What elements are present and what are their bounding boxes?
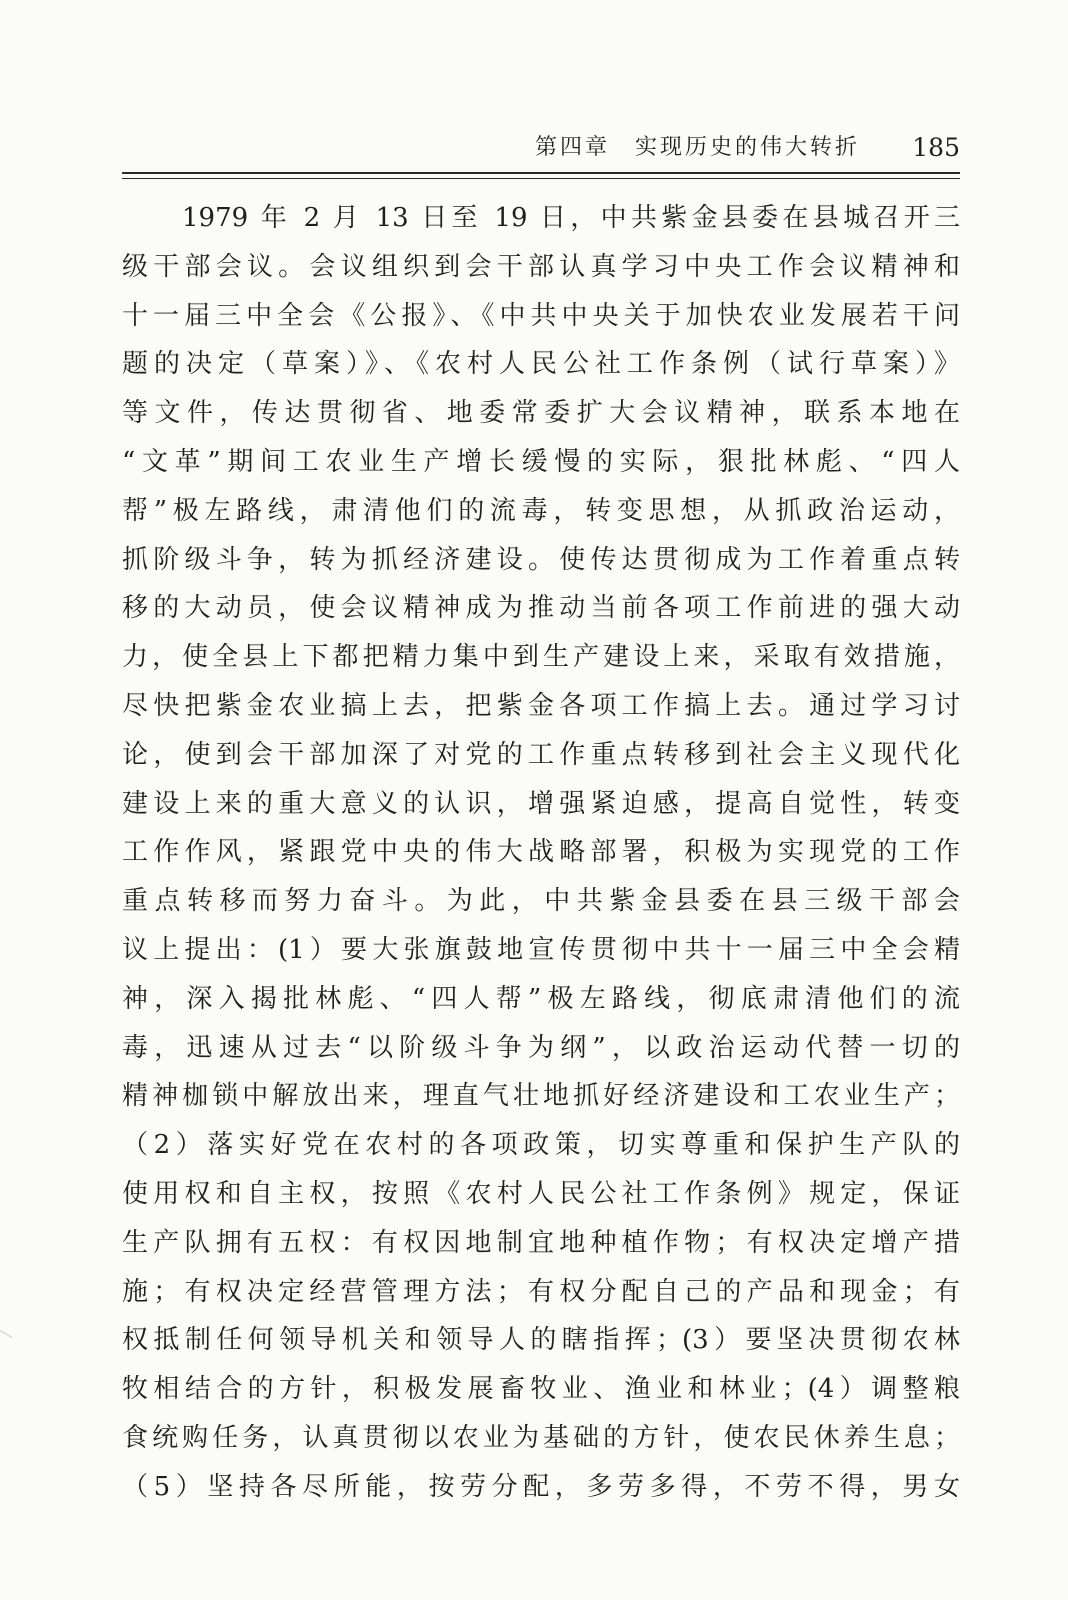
- text-line: 生产队拥有五权：有权因地制宜地种植作物；有权决定增产措: [122, 1227, 960, 1258]
- text-line: 移的大动员，使会议精神成为推动当前各项工作前进的强大动: [122, 593, 960, 624]
- text-line: （2）落实好党在农村的各项政策，切实尊重和保护生产队的: [122, 1130, 960, 1161]
- page-number: 185: [912, 133, 960, 162]
- text-line: 使用权和自主权，按照《农村人民公社工作条例》规定，保证: [122, 1178, 960, 1209]
- text-line: 工作作风，紧跟党中央的伟大战略部署，积极为实现党的工作: [122, 837, 960, 868]
- text-line: 力，使全县上下都把精力集中到生产建设上来，采取有效措施，: [122, 642, 960, 673]
- page-edge-mark: [0, 1330, 12, 1364]
- running-head: [122, 130, 960, 166]
- text-line: 精神枷锁中解放出来，理直气壮地抓好经济建设和工农业生产；: [122, 1081, 960, 1112]
- text-line: 十一届三中全会《公报》、《中共中央关于加快农业发展若干问: [122, 300, 960, 331]
- body-paragraph: [122, 194, 960, 1512]
- text-line: 建设上来的重大意义的认识，增强紧迫感，提高自觉性，转变: [122, 788, 960, 819]
- text-line: 食统购任务，认真贯彻以农业为基础的方针，使农民休养生息；: [122, 1422, 960, 1453]
- header-rule-thick: [122, 172, 960, 174]
- text-line: 1979 年 2 月 13 日至 19 日，中共紫金县委在县城召开三: [182, 203, 960, 233]
- text-line: “文革”期间工农业生产增长缓慢的实际，狠批林彪、“四人: [122, 446, 960, 477]
- text-line: （5）坚持各尽所能，按劳分配，多劳多得，不劳不得，男女: [122, 1471, 960, 1502]
- header-rule-thin: [122, 178, 960, 179]
- text-line: 议上提出：(1）要大张旗鼓地宣传贯彻中共十一届三中全会精: [122, 934, 960, 965]
- text-line: 尽快把紫金农业搞上去，把紫金各项工作搞上去。通过学习讨: [122, 690, 960, 721]
- text-line: 题的决定（草案）》、《农村人民公社工作条例（试行草案）》: [122, 349, 960, 380]
- text-line: 毒，迅速从过去“以阶级斗争为纲”，以政治运动代替一切的: [122, 1032, 960, 1063]
- text-line: 论，使到会干部加深了对党的工作重点转移到社会主义现代化: [122, 739, 960, 770]
- text-line: 帮”极左路线，肃清他们的流毒，转变思想，从抓政治运动，: [122, 495, 960, 526]
- text-line: 施；有权决定经营管理方法；有权分配自己的产品和现金；有: [122, 1276, 960, 1307]
- text-line: 牧相结合的方针，积极发展畜牧业、渔业和林业；(4）调整粮: [122, 1374, 960, 1405]
- text-line: 抓阶级斗争，转为抓经济建设。使传达贯彻成为工作着重点转: [122, 544, 960, 575]
- text-line: 神，深入揭批林彪、“四人帮”极左路线，彻底肃清他们的流: [122, 983, 960, 1014]
- chapter-title: 第四章 实现历史的伟大转折: [534, 135, 860, 160]
- text-line: 级干部会议。会议组织到会干部认真学习中央工作会议精神和: [122, 251, 960, 282]
- text-line: 等文件，传达贯彻省、地委常委扩大会议精神，联系本地在: [122, 398, 960, 429]
- text-line: 权抵制任何领导机关和领导人的瞎指挥；(3）要坚决贯彻农林: [122, 1325, 960, 1356]
- text-line: 重点转移而努力奋斗。为此，中共紫金县委在县三级干部会: [122, 886, 960, 917]
